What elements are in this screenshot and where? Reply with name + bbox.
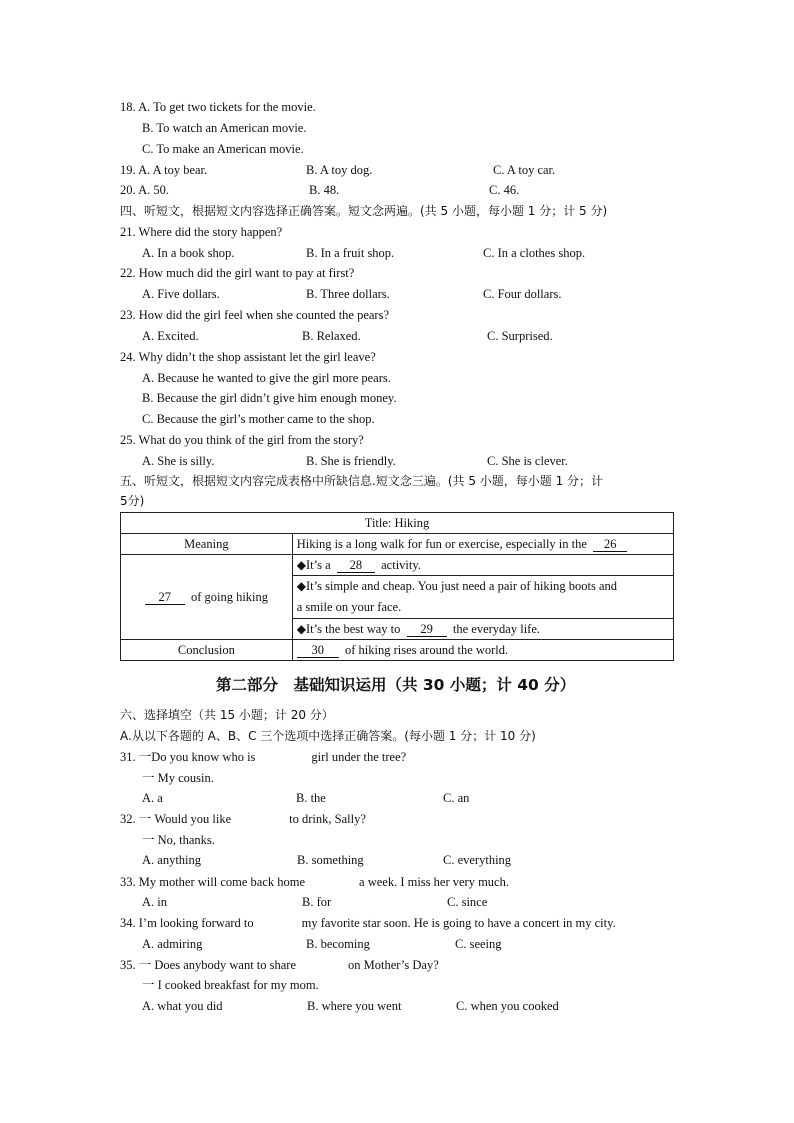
bullet-2-line-2: a smile on your face. (296, 600, 402, 614)
q31-option-b: B. the (296, 791, 326, 805)
q23-option-a: A. Excited. (142, 329, 199, 343)
q18-option-c: C. To make an American movie. (142, 142, 304, 156)
section-5-heading: 五、听短文，根据短文内容完成表格中所缺信息.短文念三遍。(共 5 小题，每小题 1 分；计 (120, 474, 604, 488)
section-6-heading: 六、选择填空（共 15 小题；计 20 分） (120, 708, 334, 722)
table-title: Title: Hiking (121, 513, 674, 534)
q21-option-c: C. In a clothes shop. (483, 246, 586, 260)
q24-option-a: A. Because he wanted to give the girl more pears. (142, 371, 391, 385)
table-row (121, 555, 674, 576)
diamond-bullet-icon: ◆ (296, 622, 306, 636)
q32-option-b: B. something (297, 853, 364, 867)
q33-option-c: C. since (447, 895, 488, 909)
hiking-table (120, 512, 674, 661)
blank-28: 28 (337, 558, 375, 573)
q32-option-c: C. everything (443, 853, 512, 867)
q31-option-c: C. an (443, 791, 470, 805)
q24-stem: 24. Why didn’t the shop assistant let the girl leave? (120, 350, 376, 364)
q24-option-b: B. Because the girl didn’t give him enough money. (142, 391, 397, 405)
q25-option-a: A. She is silly. (142, 454, 215, 468)
meaning-cell (292, 534, 673, 555)
q21-option-b: B. In a fruit shop. (306, 246, 395, 260)
reasons-label-text: of going hiking (190, 590, 269, 604)
q31-stem: 31. 一Do you know who is girl under the tree? (120, 750, 407, 764)
q35-option-c: C. when you cooked (456, 999, 559, 1013)
q20-option-b: B. 48. (309, 183, 340, 197)
q20-option-c: C. 46. (489, 183, 520, 197)
q33-stem: 33. My mother will come back home a week. I miss her very much. (120, 875, 509, 889)
bullet-2-cell (292, 576, 673, 619)
q24-option-c: C. Because the girl’s mother came to the shop. (142, 412, 375, 426)
q22-stem: 22. How much did the girl want to pay at first? (120, 266, 355, 280)
bullet-1-pre: It’s a (305, 558, 331, 572)
bullet-3-post: the everyday life. (452, 622, 541, 636)
q23-option-c: C. Surprised. (487, 329, 553, 343)
bullet-1-cell (292, 555, 673, 576)
table-row (121, 513, 674, 534)
conclusion-cell (292, 640, 673, 661)
blank-26: 26 (593, 537, 627, 552)
conclusion-label: Conclusion (121, 640, 293, 661)
q22-option-c: C. Four dollars. (483, 287, 562, 301)
q35-option-a: A. what you did (142, 999, 223, 1013)
q25-stem: 25. What do you think of the girl from the story? (120, 433, 364, 447)
meaning-label: Meaning (121, 534, 293, 555)
q34-option-c: C. seeing (455, 937, 502, 951)
blank-27: 27 (145, 590, 185, 605)
bullet-2-line-1: It’s simple and cheap. You just need a pair of hiking boots and (305, 579, 618, 593)
q23-stem: 23. How did the girl feel when she counted the pears? (120, 308, 390, 322)
part-2-title: 第二部分 基础知识运用（共 30 小题；计 40 分） (216, 676, 576, 694)
q21-stem: 21. Where did the story happen? (120, 225, 283, 239)
meaning-text: Hiking is a long walk for fun or exercise, especially in the (296, 537, 587, 551)
q25-option-b: B. She is friendly. (306, 454, 396, 468)
section-6a-instructions: A.从以下各题的 A、B、C 三个选项中选择正确答案。(每小题 1 分；计 10 分) (120, 729, 536, 743)
q35-option-b: B. where you went (307, 999, 402, 1013)
q34-option-b: B. becoming (306, 937, 370, 951)
q22-option-a: A. Five dollars. (142, 287, 220, 301)
q32-option-a: A. anything (142, 853, 202, 867)
q32-stem: 32. 一 Would you like to drink, Sally? (120, 812, 366, 826)
table-row (121, 640, 674, 661)
blank-30: 30 (297, 643, 339, 658)
bullet-3-pre: It’s the best way to (305, 622, 401, 636)
q23-option-b: B. Relaxed. (302, 329, 361, 343)
blank-29: 29 (407, 622, 447, 637)
q20-option-a: 20. A. 50. (120, 183, 169, 197)
q33-option-b: B. for (302, 895, 332, 909)
bullet-1-post: activity. (381, 558, 421, 572)
conclusion-text: of hiking rises around the world. (344, 643, 509, 657)
q19-option-b: B. A toy dog. (306, 163, 373, 177)
section-4-heading: 四、听短文，根据短文内容选择正确答案。短文念两遍。(共 5 小题，每小题 1 分；计 5 分) (120, 204, 608, 218)
q32-reply: 一 No, thanks. (142, 833, 215, 847)
reasons-label-cell (121, 555, 293, 640)
q22-option-b: B. Three dollars. (306, 287, 390, 301)
q19-option-c: C. A toy car. (493, 163, 556, 177)
bullet-3-cell (292, 619, 673, 640)
q18-option-a: 18. A. To get two tickets for the movie. (120, 100, 316, 114)
q33-option-a: A. in (142, 895, 167, 909)
diamond-bullet-icon: ◆ (296, 558, 306, 572)
q31-reply: 一 My cousin. (142, 771, 214, 785)
q21-option-a: A. In a book shop. (142, 246, 235, 260)
q34-option-a: A. admiring (142, 937, 203, 951)
q34-stem: 34. I’m looking forward to my favorite star soon. He is going to have a concert in my city. (120, 916, 616, 930)
q19-option-a: 19. A. A toy bear. (120, 163, 208, 177)
section-5-heading-cont: 5分) (120, 494, 145, 508)
q18-option-b: B. To watch an American movie. (142, 121, 307, 135)
q35-reply: 一 I cooked breakfast for my mom. (142, 978, 319, 992)
q31-option-a: A. a (142, 791, 163, 805)
table-row (121, 534, 674, 555)
q35-stem: 35. 一 Does anybody want to share on Mother’s Day? (120, 958, 439, 972)
q25-option-c: C. She is clever. (487, 454, 568, 468)
diamond-bullet-icon: ◆ (296, 579, 306, 593)
